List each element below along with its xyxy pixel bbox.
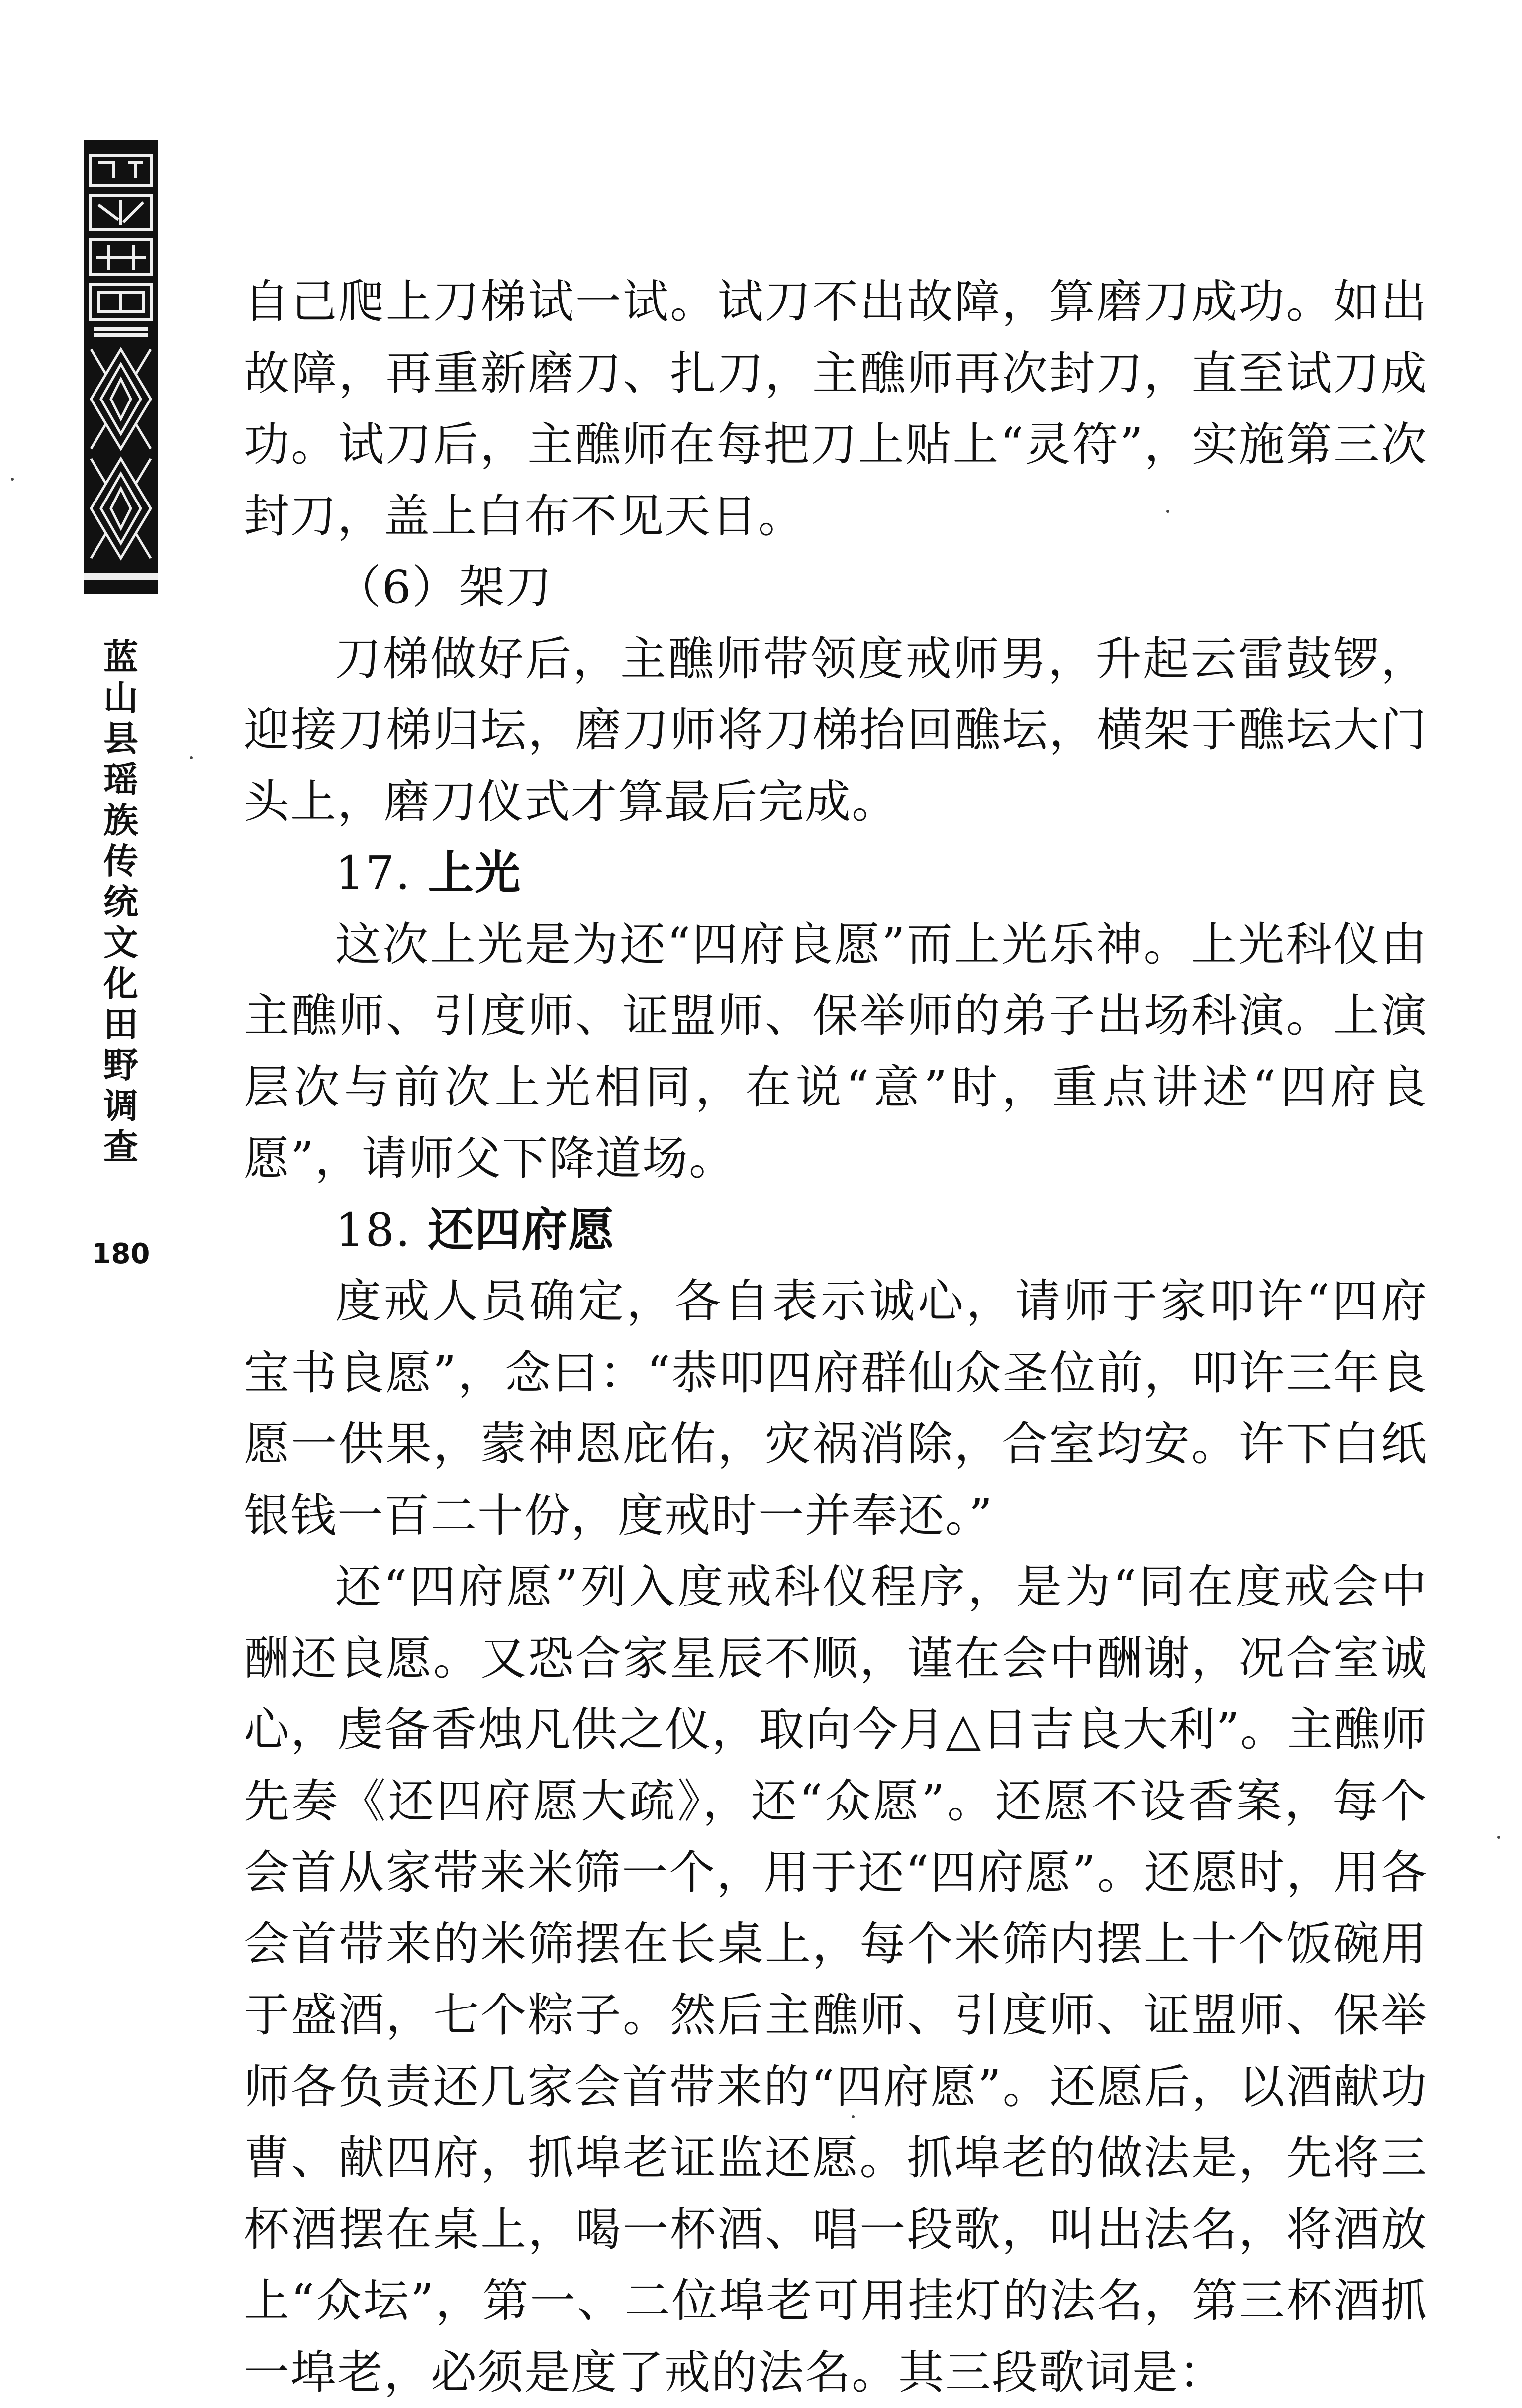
running-title-char: 山: [103, 678, 138, 718]
section-title: 上光: [428, 846, 522, 900]
running-title-char: 化: [103, 963, 138, 1004]
running-title-char: 调: [103, 1086, 138, 1126]
running-title-char: 田: [103, 1004, 138, 1045]
section-heading-17: [244, 837, 1427, 909]
page-number: 180: [92, 1238, 150, 1270]
running-title-char: 县: [103, 718, 138, 759]
paragraph: 还“四府愿”列入度戒科仪程序，是为“同在度戒会中酬还良愿。又恐合家星辰不顺，谨在会中酬谢，况合室诚心，虔备香烛凡供之仪，取向今月△日吉良大利”。主醮师先奏《还四府愿大疏》，还“众愿”。还愿不设香案，每个会首从家带来米筛一个，用于还“四府愿”。还愿时，用各会首带来的米筛摆在长桌上，每个米筛内摆上十个饭碗用于盛酒，七个粽子。然后主醮师、引度师、证盟师、保举师各负责还几家会首带来的“四府愿”。还愿后，以酒献功曹、献四府，抓埠老证监还愿。抓埠老的做法是，先将三杯酒摆在桌上，喝一杯酒、唱一段歌，叫出法名，将酒放上“众坛”，第一、二位埠老可用挂灯的法名，第三杯酒抓一埠老，必须是度了戒的法名。其三段歌词是：: [244, 1560, 1427, 2399]
body-text: [244, 266, 1427, 2408]
subheading-jiadao: （6）架刀: [335, 561, 553, 614]
scan-speck: [190, 756, 193, 759]
scan-speck: [1166, 510, 1169, 513]
running-title-char: 查: [103, 1126, 138, 1167]
paragraph: 自己爬上刀梯试一试。试刀不出故障，算磨刀成功。如出故障，再重新磨刀、扎刀，主醮师再次封刀，直至试刀成功。试刀后，主醮师在每把刀上贴上“灵符”，实施第三次封刀，盖上白布不见天日。: [244, 275, 1427, 543]
running-title-char: 野: [103, 1045, 138, 1086]
paragraph: 刀梯做好后，主醮师带领度戒师男，升起云雷鼓锣，迎接刀梯归坛，磨刀师将刀梯抬回醮坛，横架于醮坛大门头上，磨刀仪式才算最后完成。: [244, 632, 1427, 828]
running-title-char: 瑶: [103, 759, 138, 800]
section-number: 17.: [335, 846, 411, 900]
scan-speck: [852, 2115, 855, 2118]
running-title-char: 文: [103, 922, 138, 963]
section-heading-18: [244, 1195, 1427, 1266]
section-title: 还四府愿: [428, 1203, 615, 1257]
scan-speck: [11, 478, 14, 481]
section-number: 18.: [335, 1203, 411, 1257]
running-title-char: 族: [103, 800, 138, 841]
running-title-char: 传: [103, 841, 138, 882]
running-title: [84, 637, 158, 1167]
running-title-char: 统: [103, 882, 138, 922]
running-title-char: 蓝: [103, 637, 138, 678]
ornamental-pattern-icon: [84, 140, 158, 594]
paragraph: 这次上光是为还“四府良愿”而上光乐神。上光科仪由主醮师、引度师、证盟师、保举师的弟子出场科演。上演层次与前次上光相同，在说“意”时，重点讲述“四府良愿”，请师父下降道场。: [244, 917, 1427, 1185]
scan-speck: [1497, 1836, 1500, 1839]
paragraph: 度戒人员确定，各自表示诚心，请师于家叩许“四府宝书良愿”，念曰：“恭叩四府群仙众圣位前，叩许三年良愿一供果，蒙神恩庇佑，灾祸消除，合室均安。许下白纸银钱一百二十份，度戒时一并奉还。”: [244, 1275, 1427, 1542]
